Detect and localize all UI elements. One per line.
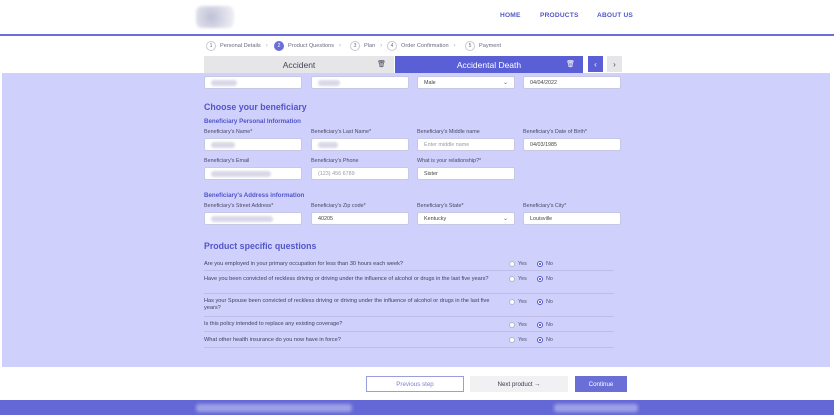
date-field[interactable] xyxy=(523,76,621,89)
step-number: 5 xyxy=(465,41,475,51)
chevron-right-icon: › xyxy=(380,43,383,49)
step-number: 3 xyxy=(350,41,360,51)
progress-stepper xyxy=(0,36,834,56)
prev-tab-button[interactable] xyxy=(588,56,603,72)
nav-home[interactable]: HOME xyxy=(500,12,521,19)
dob-label: Beneficiary's Date of Birth* xyxy=(523,129,587,135)
step-label: Product Questions xyxy=(288,43,335,49)
chevron-down-icon: ⌄ xyxy=(502,216,508,222)
nav-about-us[interactable]: ABOUT US xyxy=(597,12,634,19)
tab-label: Accidental Death xyxy=(456,59,522,70)
radio-circle-icon xyxy=(509,337,515,343)
redacted-value xyxy=(211,142,235,148)
dob-value: 04/03/1985 xyxy=(530,141,557,148)
step-plan[interactable] xyxy=(350,41,382,51)
street-label: Beneficiary's Street Address* xyxy=(204,203,274,209)
beneficiary-address-title: Beneficiary's Address information xyxy=(204,192,305,199)
chevron-left-icon: ‹ xyxy=(594,59,597,69)
tab-accident[interactable] xyxy=(204,56,394,73)
redacted-value xyxy=(211,171,271,177)
question-text: Are you employed in your primary occupation for less than 30 hours each week? xyxy=(204,261,403,267)
step-label: Payment xyxy=(479,43,502,49)
radio-label: No xyxy=(546,322,553,328)
beneficiary-personal-title: Beneficiary Personal Information xyxy=(204,118,301,125)
redacted-value xyxy=(318,80,340,86)
zip-value: 40205 xyxy=(318,215,333,222)
step-number: 4 xyxy=(387,41,397,51)
insured-last-name-field[interactable] xyxy=(311,76,409,89)
step-label: Plan xyxy=(364,43,376,49)
city-label: Beneficiary's City* xyxy=(523,203,567,209)
radio-yes[interactable] xyxy=(509,261,527,267)
radio-circle-icon xyxy=(509,276,515,282)
site-footer xyxy=(0,400,834,415)
trash-icon[interactable]: 🗑 xyxy=(377,61,386,68)
question-text: Have you been convicted of reckless driving or driving under the influence of alcohol or drugs in the last five years? xyxy=(204,276,489,282)
radio-no[interactable] xyxy=(537,337,553,343)
beneficiary-name-field[interactable] xyxy=(204,138,302,151)
radio-label: No xyxy=(546,261,553,267)
question-text: Has your Spouse been convicted of reckless driving or driving under the influence of alcohol or drugs in the last five years? xyxy=(204,298,490,312)
redacted-value xyxy=(211,216,273,222)
state-label: Beneficiary's State* xyxy=(417,203,464,209)
radio-checked-icon xyxy=(537,261,543,267)
redacted-value xyxy=(318,142,338,148)
question-text: What other health insurance do you now have in force? xyxy=(204,337,341,343)
beneficiary-state-select[interactable] xyxy=(417,212,515,225)
beneficiary-middle-name-field[interactable] xyxy=(417,138,515,151)
beneficiary-title: Choose your beneficiary xyxy=(204,102,307,112)
radio-label: No xyxy=(546,337,553,343)
radio-circle-icon xyxy=(509,322,515,328)
continue-button[interactable]: Continue xyxy=(575,376,627,392)
radio-yes[interactable] xyxy=(509,276,527,282)
radio-circle-icon xyxy=(509,261,515,267)
insured-first-name-field[interactable] xyxy=(204,76,302,89)
question-row xyxy=(204,318,614,332)
radio-yes[interactable] xyxy=(509,299,527,305)
radio-label: Yes xyxy=(518,337,527,343)
radio-checked-icon xyxy=(537,337,543,343)
question-text: Is this policy intended to replace any existing coverage? xyxy=(204,321,343,327)
question-row xyxy=(204,333,614,348)
radio-label: No xyxy=(546,299,553,305)
radio-label: Yes xyxy=(518,261,527,267)
radio-checked-icon xyxy=(537,322,543,328)
relationship-label: What is your relationship?* xyxy=(417,158,482,164)
radio-label: Yes xyxy=(518,299,527,305)
radio-label: Yes xyxy=(518,322,527,328)
middle-name-placeholder: Enter middle name xyxy=(424,141,470,148)
product-questions-title: Product specific questions xyxy=(204,241,317,251)
state-value: Kentucky xyxy=(424,215,447,222)
radio-no[interactable] xyxy=(537,299,553,305)
step-order-confirmation[interactable] xyxy=(387,41,456,51)
step-payment[interactable] xyxy=(465,41,501,51)
question-row xyxy=(204,272,614,294)
trash-icon[interactable]: 🗑 xyxy=(566,61,575,68)
next-product-button[interactable]: Next product → xyxy=(470,376,568,392)
brand-logo[interactable] xyxy=(196,6,234,28)
phone-label: Beneficiary's Phone xyxy=(311,158,359,164)
chevron-down-icon: ⌄ xyxy=(502,80,508,86)
step-product-questions[interactable] xyxy=(274,41,341,51)
zip-label: Beneficiary's Zip code* xyxy=(311,203,366,209)
radio-circle-icon xyxy=(509,299,515,305)
gender-select[interactable] xyxy=(417,76,515,89)
site-header xyxy=(0,0,834,34)
beneficiary-street-field[interactable] xyxy=(204,212,302,225)
beneficiary-email-field[interactable] xyxy=(204,167,302,180)
radio-no[interactable] xyxy=(537,261,553,267)
relationship-value: Sister xyxy=(424,170,438,177)
nav-products[interactable]: PRODUCTS xyxy=(540,12,579,19)
beneficiary-city-field[interactable] xyxy=(523,212,621,225)
radio-label: No xyxy=(546,276,553,282)
gender-value: Male xyxy=(424,79,436,86)
chevron-right-icon: › xyxy=(265,43,268,49)
radio-label: Yes xyxy=(518,276,527,282)
middle-name-label: Beneficiary's Middle name xyxy=(417,129,480,135)
city-value: Louisville xyxy=(530,215,553,222)
question-row xyxy=(204,257,614,271)
step-personal-details[interactable] xyxy=(206,41,268,51)
radio-yes[interactable] xyxy=(509,322,527,328)
beneficiary-phone-field[interactable] xyxy=(311,167,409,180)
name-label: Beneficiary's Name* xyxy=(204,129,253,135)
footer-redacted-text xyxy=(554,404,638,412)
redacted-value xyxy=(211,80,237,86)
radio-yes[interactable] xyxy=(509,337,527,343)
relationship-field[interactable] xyxy=(417,167,515,180)
tab-label: Accident xyxy=(282,59,316,70)
phone-placeholder: (123) 456 6789 xyxy=(318,170,355,177)
chevron-right-icon: › xyxy=(453,43,456,49)
step-label: Personal Details xyxy=(220,43,261,49)
previous-step-button[interactable]: Previous step xyxy=(366,376,464,392)
step-number: 2 xyxy=(274,41,284,51)
question-row xyxy=(204,295,614,317)
radio-no[interactable] xyxy=(537,322,553,328)
tab-accidental-death[interactable] xyxy=(395,56,583,73)
beneficiary-dob-field[interactable] xyxy=(523,138,621,151)
step-label: Order Confirmation xyxy=(401,43,449,49)
date-value: 04/04/2022 xyxy=(530,79,557,86)
footer-redacted-text xyxy=(196,404,352,412)
next-tab-button[interactable] xyxy=(607,56,622,72)
step-number: 1 xyxy=(206,41,216,51)
email-label: Beneficiary's Email xyxy=(204,158,250,164)
beneficiary-zip-field[interactable] xyxy=(311,212,409,225)
beneficiary-last-name-field[interactable] xyxy=(311,138,409,151)
last-name-label: Beneficiary's Last Name* xyxy=(311,129,372,135)
radio-no[interactable] xyxy=(537,276,553,282)
radio-checked-icon xyxy=(537,299,543,305)
radio-checked-icon xyxy=(537,276,543,282)
chevron-right-icon: › xyxy=(613,59,616,69)
chevron-right-icon: › xyxy=(339,43,342,49)
